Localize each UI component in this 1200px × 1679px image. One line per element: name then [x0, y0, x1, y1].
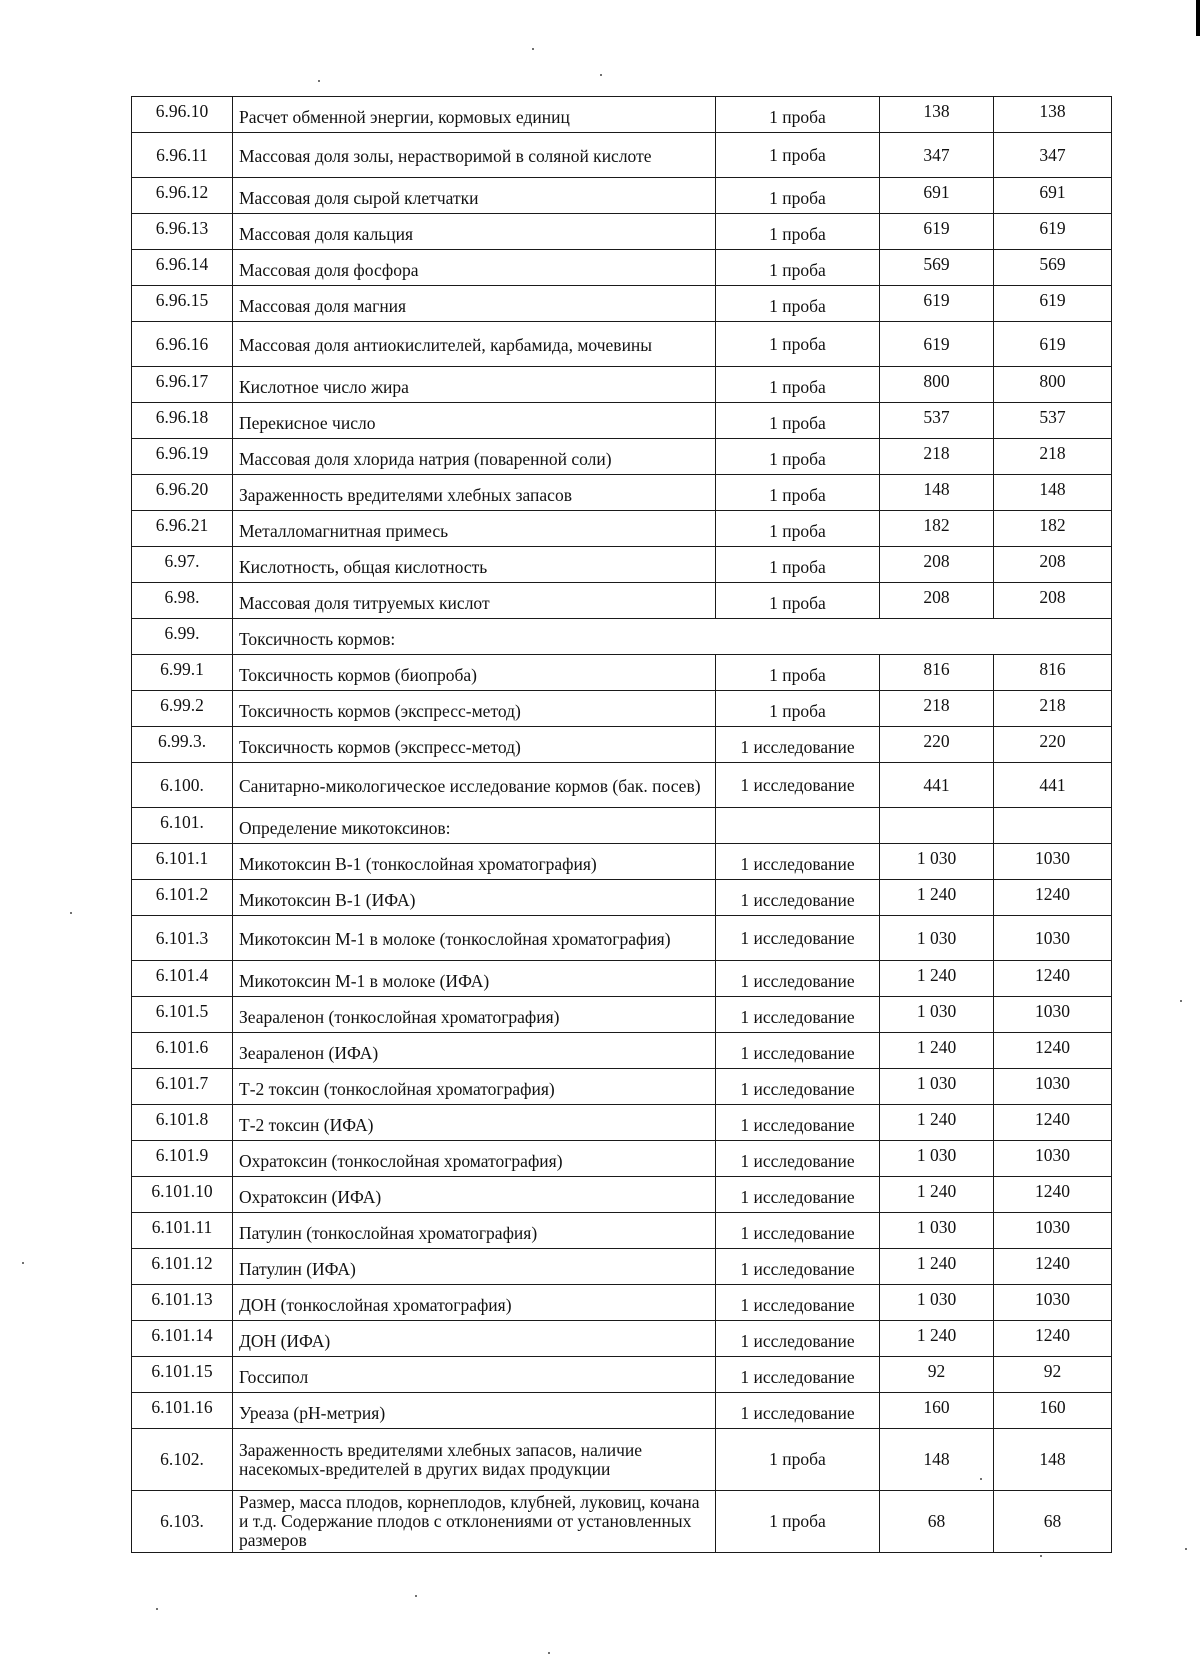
row-name: Микотоксин М-1 в молоке (тонкослойная хроматография): [233, 916, 716, 961]
row-price-1: 569: [880, 250, 994, 286]
table-row: [132, 655, 1112, 691]
row-code: 6.101.2: [132, 880, 233, 916]
table-row: [132, 1491, 1112, 1553]
row-name: Массовая доля сырой клетчатки: [233, 178, 716, 214]
row-price-1: 537: [880, 403, 994, 439]
row-price-1: 1 240: [880, 1177, 994, 1213]
row-unit: 1 проба: [716, 439, 880, 475]
row-code: 6.96.17: [132, 367, 233, 403]
table-row: [132, 1285, 1112, 1321]
row-code: 6.101.8: [132, 1105, 233, 1141]
row-code: 6.101.7: [132, 1069, 233, 1105]
row-name: Массовая доля титруемых кислот: [233, 583, 716, 619]
row-code: 6.96.19: [132, 439, 233, 475]
row-unit: 1 исследование: [716, 763, 880, 808]
row-price-2: 1030: [994, 1069, 1112, 1105]
table-row: [132, 1213, 1112, 1249]
row-code: 6.96.15: [132, 286, 233, 322]
row-price-1: 1 240: [880, 1249, 994, 1285]
row-price-2: 160: [994, 1393, 1112, 1429]
row-unit: 1 проба: [716, 286, 880, 322]
row-code: 6.96.16: [132, 322, 233, 367]
row-name: Микотоксин М-1 в молоке (ИФА): [233, 961, 716, 997]
row-price-2: 1240: [994, 1321, 1112, 1357]
row-price-1: 441: [880, 763, 994, 808]
row-price-2: 1030: [994, 916, 1112, 961]
row-code: 6.96.11: [132, 133, 233, 178]
row-name: Расчет обменной энергии, кормовых единиц: [233, 97, 716, 133]
row-price-2: 220: [994, 727, 1112, 763]
row-price-2: 1240: [994, 1033, 1112, 1069]
table-row: [132, 475, 1112, 511]
row-code: 6.97.: [132, 547, 233, 583]
row-name: Микотоксин В-1 (ИФА): [233, 880, 716, 916]
row-name: Кислотность, общая кислотность: [233, 547, 716, 583]
row-code: 6.96.21: [132, 511, 233, 547]
table-row: [132, 619, 1112, 655]
row-unit: 1 проба: [716, 1491, 880, 1553]
row-price-1: 182: [880, 511, 994, 547]
row-price-1: [880, 808, 994, 844]
row-name: Токсичность кормов (экспресс-метод): [233, 727, 716, 763]
row-name: Массовая доля золы, нерастворимой в соляной кислоте: [233, 133, 716, 178]
table-row: [132, 403, 1112, 439]
row-unit: 1 проба: [716, 250, 880, 286]
row-price-1: 816: [880, 655, 994, 691]
row-unit: 1 исследование: [716, 1213, 880, 1249]
row-price-2: 347: [994, 133, 1112, 178]
row-unit: 1 исследование: [716, 880, 880, 916]
row-price-1: 1 240: [880, 1321, 994, 1357]
row-code: 6.100.: [132, 763, 233, 808]
row-name: Зеараленон (тонкослойная хроматография): [233, 997, 716, 1033]
row-name: Охратоксин (тонкослойная хроматография): [233, 1141, 716, 1177]
row-price-2: 691: [994, 178, 1112, 214]
row-code: 6.101.10: [132, 1177, 233, 1213]
row-price-2: 619: [994, 214, 1112, 250]
row-code: 6.101.12: [132, 1249, 233, 1285]
row-code: 6.101.15: [132, 1357, 233, 1393]
row-unit: 1 исследование: [716, 1249, 880, 1285]
row-name: Кислотное число жира: [233, 367, 716, 403]
row-name: Патулин (тонкослойная хроматография): [233, 1213, 716, 1249]
row-price-1: 1 030: [880, 916, 994, 961]
row-price-2: 619: [994, 322, 1112, 367]
row-price-2: 148: [994, 1429, 1112, 1491]
row-name: Т-2 токсин (тонкослойная хроматография): [233, 1069, 716, 1105]
row-name: Перекисное число: [233, 403, 716, 439]
table-row: [132, 583, 1112, 619]
table-row: [132, 1105, 1112, 1141]
row-price-1: 1 030: [880, 997, 994, 1033]
row-unit: 1 исследование: [716, 727, 880, 763]
row-name: Охратоксин (ИФА): [233, 1177, 716, 1213]
table-row: [132, 808, 1112, 844]
row-unit: 1 исследование: [716, 1357, 880, 1393]
row-price-1: 218: [880, 691, 994, 727]
row-name: Определение микотоксинов:: [233, 808, 716, 844]
row-price-2: 441: [994, 763, 1112, 808]
table-row: [132, 844, 1112, 880]
row-price-2: 569: [994, 250, 1112, 286]
row-price-1: 208: [880, 547, 994, 583]
table-row: [132, 322, 1112, 367]
row-code: 6.99.: [132, 619, 233, 655]
row-price-2: 218: [994, 691, 1112, 727]
row-price-1: 1 030: [880, 1141, 994, 1177]
row-price-1: 138: [880, 97, 994, 133]
row-code: 6.101.1: [132, 844, 233, 880]
row-code: 6.96.14: [132, 250, 233, 286]
table-row: [132, 1033, 1112, 1069]
table-row: [132, 1357, 1112, 1393]
table-row: [132, 367, 1112, 403]
row-unit: 1 исследование: [716, 916, 880, 961]
table-row: [132, 763, 1112, 808]
row-code: 6.101.5: [132, 997, 233, 1033]
row-price-2: 800: [994, 367, 1112, 403]
row-name: Зараженность вредителями хлебных запасов, наличие насекомых-вредителей в других видах продукции: [233, 1429, 716, 1491]
row-price-2: [994, 808, 1112, 844]
row-price-2: 208: [994, 583, 1112, 619]
row-unit: 1 исследование: [716, 997, 880, 1033]
row-price-2: 1240: [994, 1105, 1112, 1141]
row-name: Массовая доля магния: [233, 286, 716, 322]
row-code: 6.96.18: [132, 403, 233, 439]
row-price-1: 68: [880, 1491, 994, 1553]
row-code: 6.96.20: [132, 475, 233, 511]
row-unit: 1 исследование: [716, 961, 880, 997]
row-name: Санитарно-микологическое исследование кормов (бак. посев): [233, 763, 716, 808]
row-name: Зараженность вредителями хлебных запасов: [233, 475, 716, 511]
table-row: [132, 214, 1112, 250]
row-code: 6.96.12: [132, 178, 233, 214]
row-code: 6.96.10: [132, 97, 233, 133]
row-unit: 1 проба: [716, 475, 880, 511]
row-price-2: 1240: [994, 961, 1112, 997]
row-unit: 1 проба: [716, 178, 880, 214]
row-code: 6.98.: [132, 583, 233, 619]
table-row: [132, 511, 1112, 547]
row-unit: 1 проба: [716, 403, 880, 439]
row-code: 6.101.: [132, 808, 233, 844]
table-row: [132, 133, 1112, 178]
row-code: 6.101.11: [132, 1213, 233, 1249]
price-table-body: [132, 97, 1112, 1553]
table-row: [132, 439, 1112, 475]
row-price-2: 148: [994, 475, 1112, 511]
row-price-2: 68: [994, 1491, 1112, 1553]
table-row: [132, 178, 1112, 214]
row-price-1: 148: [880, 475, 994, 511]
row-price-1: 347: [880, 133, 994, 178]
row-name: Токсичность кормов (экспресс-метод): [233, 691, 716, 727]
table-row: [132, 1069, 1112, 1105]
price-table: [131, 96, 1112, 1553]
table-row: [132, 1249, 1112, 1285]
row-name: Микотоксин В-1 (тонкослойная хроматография): [233, 844, 716, 880]
row-unit: 1 исследование: [716, 1105, 880, 1141]
row-code: 6.101.16: [132, 1393, 233, 1429]
table-row: [132, 916, 1112, 961]
row-price-2: 816: [994, 655, 1112, 691]
row-unit: 1 исследование: [716, 1285, 880, 1321]
row-code: 6.103.: [132, 1491, 233, 1553]
row-unit: 1 исследование: [716, 844, 880, 880]
row-price-2: 1030: [994, 1285, 1112, 1321]
row-code: 6.99.3.: [132, 727, 233, 763]
row-price-2: 619: [994, 286, 1112, 322]
row-name: Уреаза (рН-метрия): [233, 1393, 716, 1429]
row-price-2: 1240: [994, 880, 1112, 916]
row-name: Токсичность кормов (биопроба): [233, 655, 716, 691]
table-row: [132, 1321, 1112, 1357]
row-price-1: 92: [880, 1357, 994, 1393]
row-price-1: 218: [880, 439, 994, 475]
row-price-1: 208: [880, 583, 994, 619]
row-unit: 1 исследование: [716, 1177, 880, 1213]
row-price-2: 1240: [994, 1177, 1112, 1213]
row-code: 6.101.4: [132, 961, 233, 997]
page-edge-mark: [1196, 0, 1200, 36]
table-row: [132, 1429, 1112, 1491]
row-unit: [716, 808, 880, 844]
table-row: [132, 961, 1112, 997]
row-unit: 1 исследование: [716, 1141, 880, 1177]
row-code: 6.99.2: [132, 691, 233, 727]
row-unit: 1 проба: [716, 214, 880, 250]
row-code: 6.96.13: [132, 214, 233, 250]
row-price-2: 1030: [994, 1213, 1112, 1249]
row-price-2: 1030: [994, 1141, 1112, 1177]
table-row: [132, 286, 1112, 322]
table-row: [132, 250, 1112, 286]
row-price-1: 220: [880, 727, 994, 763]
row-price-2: 182: [994, 511, 1112, 547]
row-code: 6.101.3: [132, 916, 233, 961]
row-price-1: 1 030: [880, 1069, 994, 1105]
row-unit: 1 проба: [716, 97, 880, 133]
row-price-1: 148: [880, 1429, 994, 1491]
row-name: Госсипол: [233, 1357, 716, 1393]
row-price-1: 1 240: [880, 1105, 994, 1141]
row-unit: 1 проба: [716, 691, 880, 727]
table-row: [132, 691, 1112, 727]
row-price-2: 1030: [994, 844, 1112, 880]
row-code: 6.99.1: [132, 655, 233, 691]
table-row: [132, 727, 1112, 763]
row-price-1: 691: [880, 178, 994, 214]
row-name: Зеараленон (ИФА): [233, 1033, 716, 1069]
row-price-1: 1 240: [880, 1033, 994, 1069]
row-price-1: 800: [880, 367, 994, 403]
row-code: 6.101.13: [132, 1285, 233, 1321]
row-price-1: 160: [880, 1393, 994, 1429]
row-code: 6.101.14: [132, 1321, 233, 1357]
row-name: Размер, масса плодов, корнеплодов, клубней, луковиц, кочана и т.д. Содержание плодов с отклонениями от установленных размеров: [233, 1491, 716, 1553]
row-name: Массовая доля антиокислителей, карбамида, мочевины: [233, 322, 716, 367]
table-row: [132, 97, 1112, 133]
row-name: Массовая доля фосфора: [233, 250, 716, 286]
row-price-2: 1030: [994, 997, 1112, 1033]
row-price-1: 1 240: [880, 880, 994, 916]
table-row: [132, 1141, 1112, 1177]
row-unit: 1 проба: [716, 367, 880, 403]
row-unit: 1 проба: [716, 547, 880, 583]
row-price-1: 619: [880, 286, 994, 322]
row-price-1: 1 030: [880, 1285, 994, 1321]
row-price-2: 1240: [994, 1249, 1112, 1285]
row-code: 6.101.6: [132, 1033, 233, 1069]
row-name: ДОН (тонкослойная хроматография): [233, 1285, 716, 1321]
row-name: Массовая доля кальция: [233, 214, 716, 250]
row-price-1: 619: [880, 214, 994, 250]
table-row: [132, 1393, 1112, 1429]
row-unit: 1 исследование: [716, 1069, 880, 1105]
row-unit: 1 исследование: [716, 1393, 880, 1429]
row-name: ДОН (ИФА): [233, 1321, 716, 1357]
row-unit: 1 исследование: [716, 1321, 880, 1357]
row-name: Металломагнитная примесь: [233, 511, 716, 547]
row-price-1: 1 240: [880, 961, 994, 997]
row-price-2: 218: [994, 439, 1112, 475]
row-unit: 1 проба: [716, 1429, 880, 1491]
row-unit: 1 проба: [716, 322, 880, 367]
row-price-2: 208: [994, 547, 1112, 583]
row-section-title: Токсичность кормов:: [233, 619, 1112, 655]
row-unit: 1 проба: [716, 583, 880, 619]
row-name: Т-2 токсин (ИФА): [233, 1105, 716, 1141]
row-price-2: 92: [994, 1357, 1112, 1393]
row-price-1: 619: [880, 322, 994, 367]
row-price-1: 1 030: [880, 1213, 994, 1249]
row-price-1: 1 030: [880, 844, 994, 880]
row-unit: 1 проба: [716, 511, 880, 547]
table-row: [132, 1177, 1112, 1213]
row-price-2: 138: [994, 97, 1112, 133]
row-name: Патулин (ИФА): [233, 1249, 716, 1285]
row-price-2: 537: [994, 403, 1112, 439]
row-code: 6.101.9: [132, 1141, 233, 1177]
row-unit: 1 проба: [716, 655, 880, 691]
row-unit: 1 исследование: [716, 1033, 880, 1069]
row-unit: 1 проба: [716, 133, 880, 178]
table-row: [132, 880, 1112, 916]
table-row: [132, 547, 1112, 583]
row-code: 6.102.: [132, 1429, 233, 1491]
table-row: [132, 997, 1112, 1033]
row-name: Массовая доля хлорида натрия (поваренной соли): [233, 439, 716, 475]
